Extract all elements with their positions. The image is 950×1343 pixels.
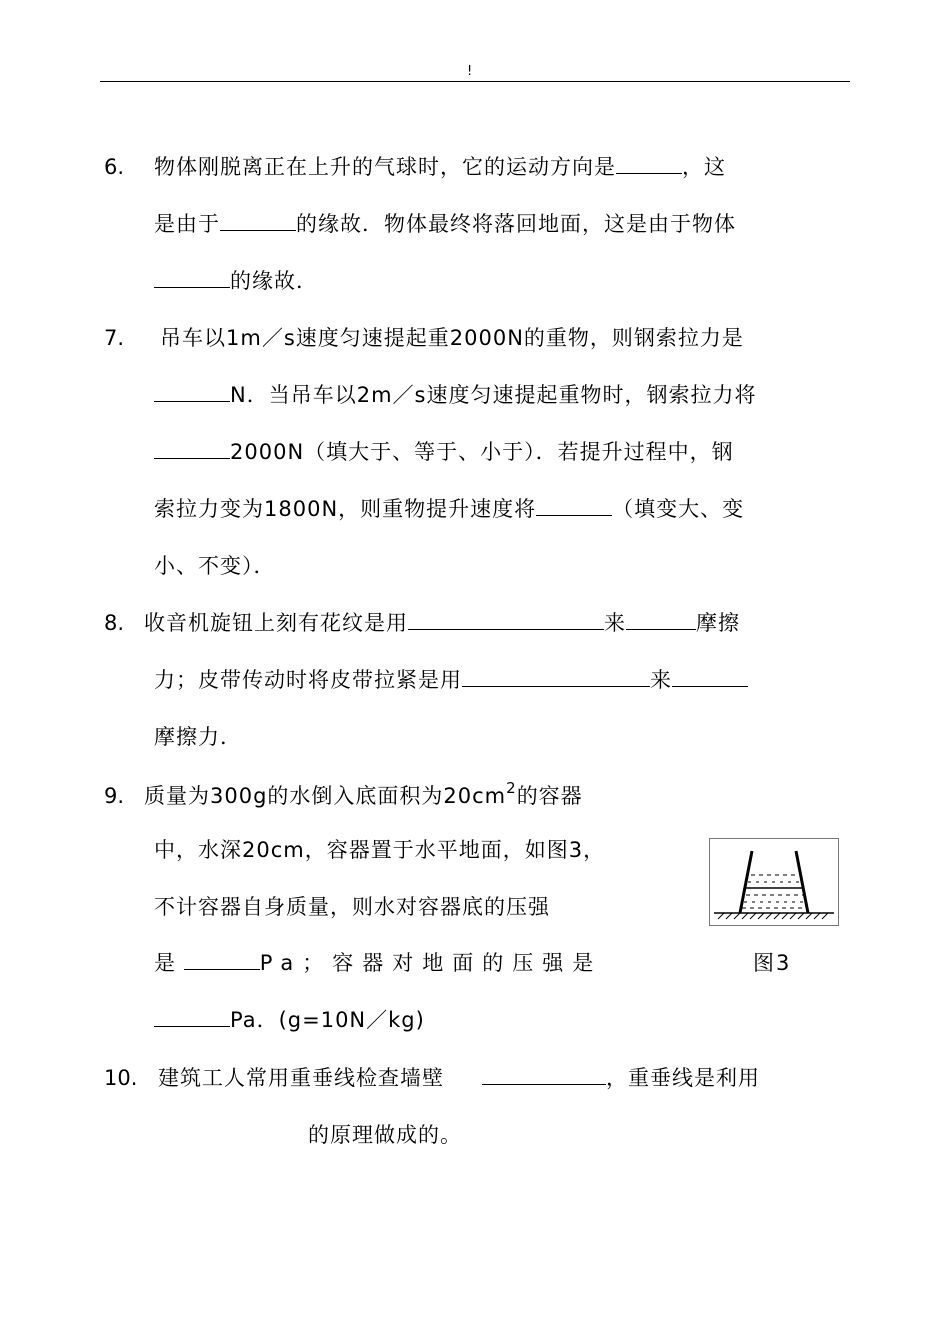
superscript: 2 xyxy=(506,779,517,797)
text-segment: 的容器 xyxy=(516,784,583,808)
text-segment: 建筑工人常用重垂线检查墙壁 xyxy=(158,1066,444,1090)
text-segment: 索拉力变为1800N，则重物提升速度将 xyxy=(154,497,537,521)
question-number: 9. xyxy=(104,784,125,808)
question-number: 8. xyxy=(104,611,125,635)
question-text-line: 吊车以1m／s速度匀速提起重2000N的重物，则钢索拉力是 xyxy=(160,326,744,350)
text-segment: 物体刚脱离正在上升的气球时，它的运动方向是 xyxy=(154,155,616,179)
text-segment: （填变大、变 xyxy=(612,497,745,521)
text-segment: 是由于 xyxy=(154,212,220,236)
text-segment: 摩擦 xyxy=(696,611,740,635)
answer-blank[interactable] xyxy=(184,949,260,970)
answer-blank[interactable] xyxy=(672,666,748,687)
question-text-line xyxy=(158,1064,760,1092)
question-text-line xyxy=(154,210,736,238)
text-segment: ，重垂线是利用 xyxy=(606,1066,760,1090)
question-text-line: 摩擦力． xyxy=(154,725,242,749)
question-text-line xyxy=(154,1006,425,1034)
text-segment: N．当吊车以2m／s速度匀速提起重物时，钢索拉力将 xyxy=(230,383,757,407)
answer-blank[interactable] xyxy=(536,495,612,516)
figure-caption: 图3 xyxy=(753,951,792,975)
answer-blank[interactable] xyxy=(616,153,682,174)
answer-blank[interactable] xyxy=(154,381,230,402)
answer-blank[interactable] xyxy=(408,609,604,630)
text-segment: Pa；容器对地面的压强是 xyxy=(259,951,603,975)
question-text-line xyxy=(154,666,748,694)
answer-blank[interactable] xyxy=(154,1006,230,1027)
text-segment: 力；皮带传动时将皮带拉紧是用 xyxy=(154,668,462,692)
question-text-line: 不计容器自身质量，则水对容器底的压强 xyxy=(154,895,550,919)
question-number: 7. xyxy=(104,326,125,350)
answer-blank[interactable] xyxy=(482,1064,606,1085)
answer-blank[interactable] xyxy=(154,267,230,288)
answer-blank[interactable] xyxy=(626,609,696,630)
text-segment: 收音机旋钮上刻有花纹是用 xyxy=(144,611,408,635)
question-number: 6. xyxy=(104,155,125,179)
header-rule xyxy=(100,81,850,82)
text-segment: Pa．(g=10N／kg) xyxy=(230,1008,425,1032)
question-text-line xyxy=(144,779,583,810)
text-segment: 2000N（填大于、等于、小于）．若提升过程中，钢 xyxy=(230,440,734,464)
question-text-line xyxy=(154,381,756,409)
question-text-line xyxy=(154,267,318,295)
question-text-line xyxy=(154,438,734,466)
answer-blank[interactable] xyxy=(220,210,296,231)
text-segment: ，这 xyxy=(682,155,726,179)
question-text-line xyxy=(154,153,726,181)
question-text-line xyxy=(154,495,744,523)
text-segment: 的缘故．物体最终将落回地面，这是由于物体 xyxy=(296,212,736,236)
answer-blank[interactable] xyxy=(462,666,650,687)
question-text-line: 的原理做成的。 xyxy=(308,1123,462,1147)
question-number: 10. xyxy=(104,1066,138,1090)
question-text-line: 小、不变）． xyxy=(154,554,276,578)
header-mark: ! xyxy=(467,64,473,79)
question-text-line xyxy=(144,609,740,637)
text-segment: 的缘故． xyxy=(230,269,318,293)
question-text-line xyxy=(154,949,602,977)
text-segment: 来 xyxy=(650,668,672,692)
container-diagram xyxy=(710,839,838,925)
text-segment: 来 xyxy=(604,611,626,635)
text-segment: 质量为300g的水倒入底面积为20cm xyxy=(144,784,507,808)
text-segment: 是 xyxy=(154,951,176,975)
question-text-line: 中，水深20cm，容器置于水平地面，如图3， xyxy=(154,838,606,862)
answer-blank[interactable] xyxy=(154,438,230,459)
container-figure xyxy=(709,838,839,926)
